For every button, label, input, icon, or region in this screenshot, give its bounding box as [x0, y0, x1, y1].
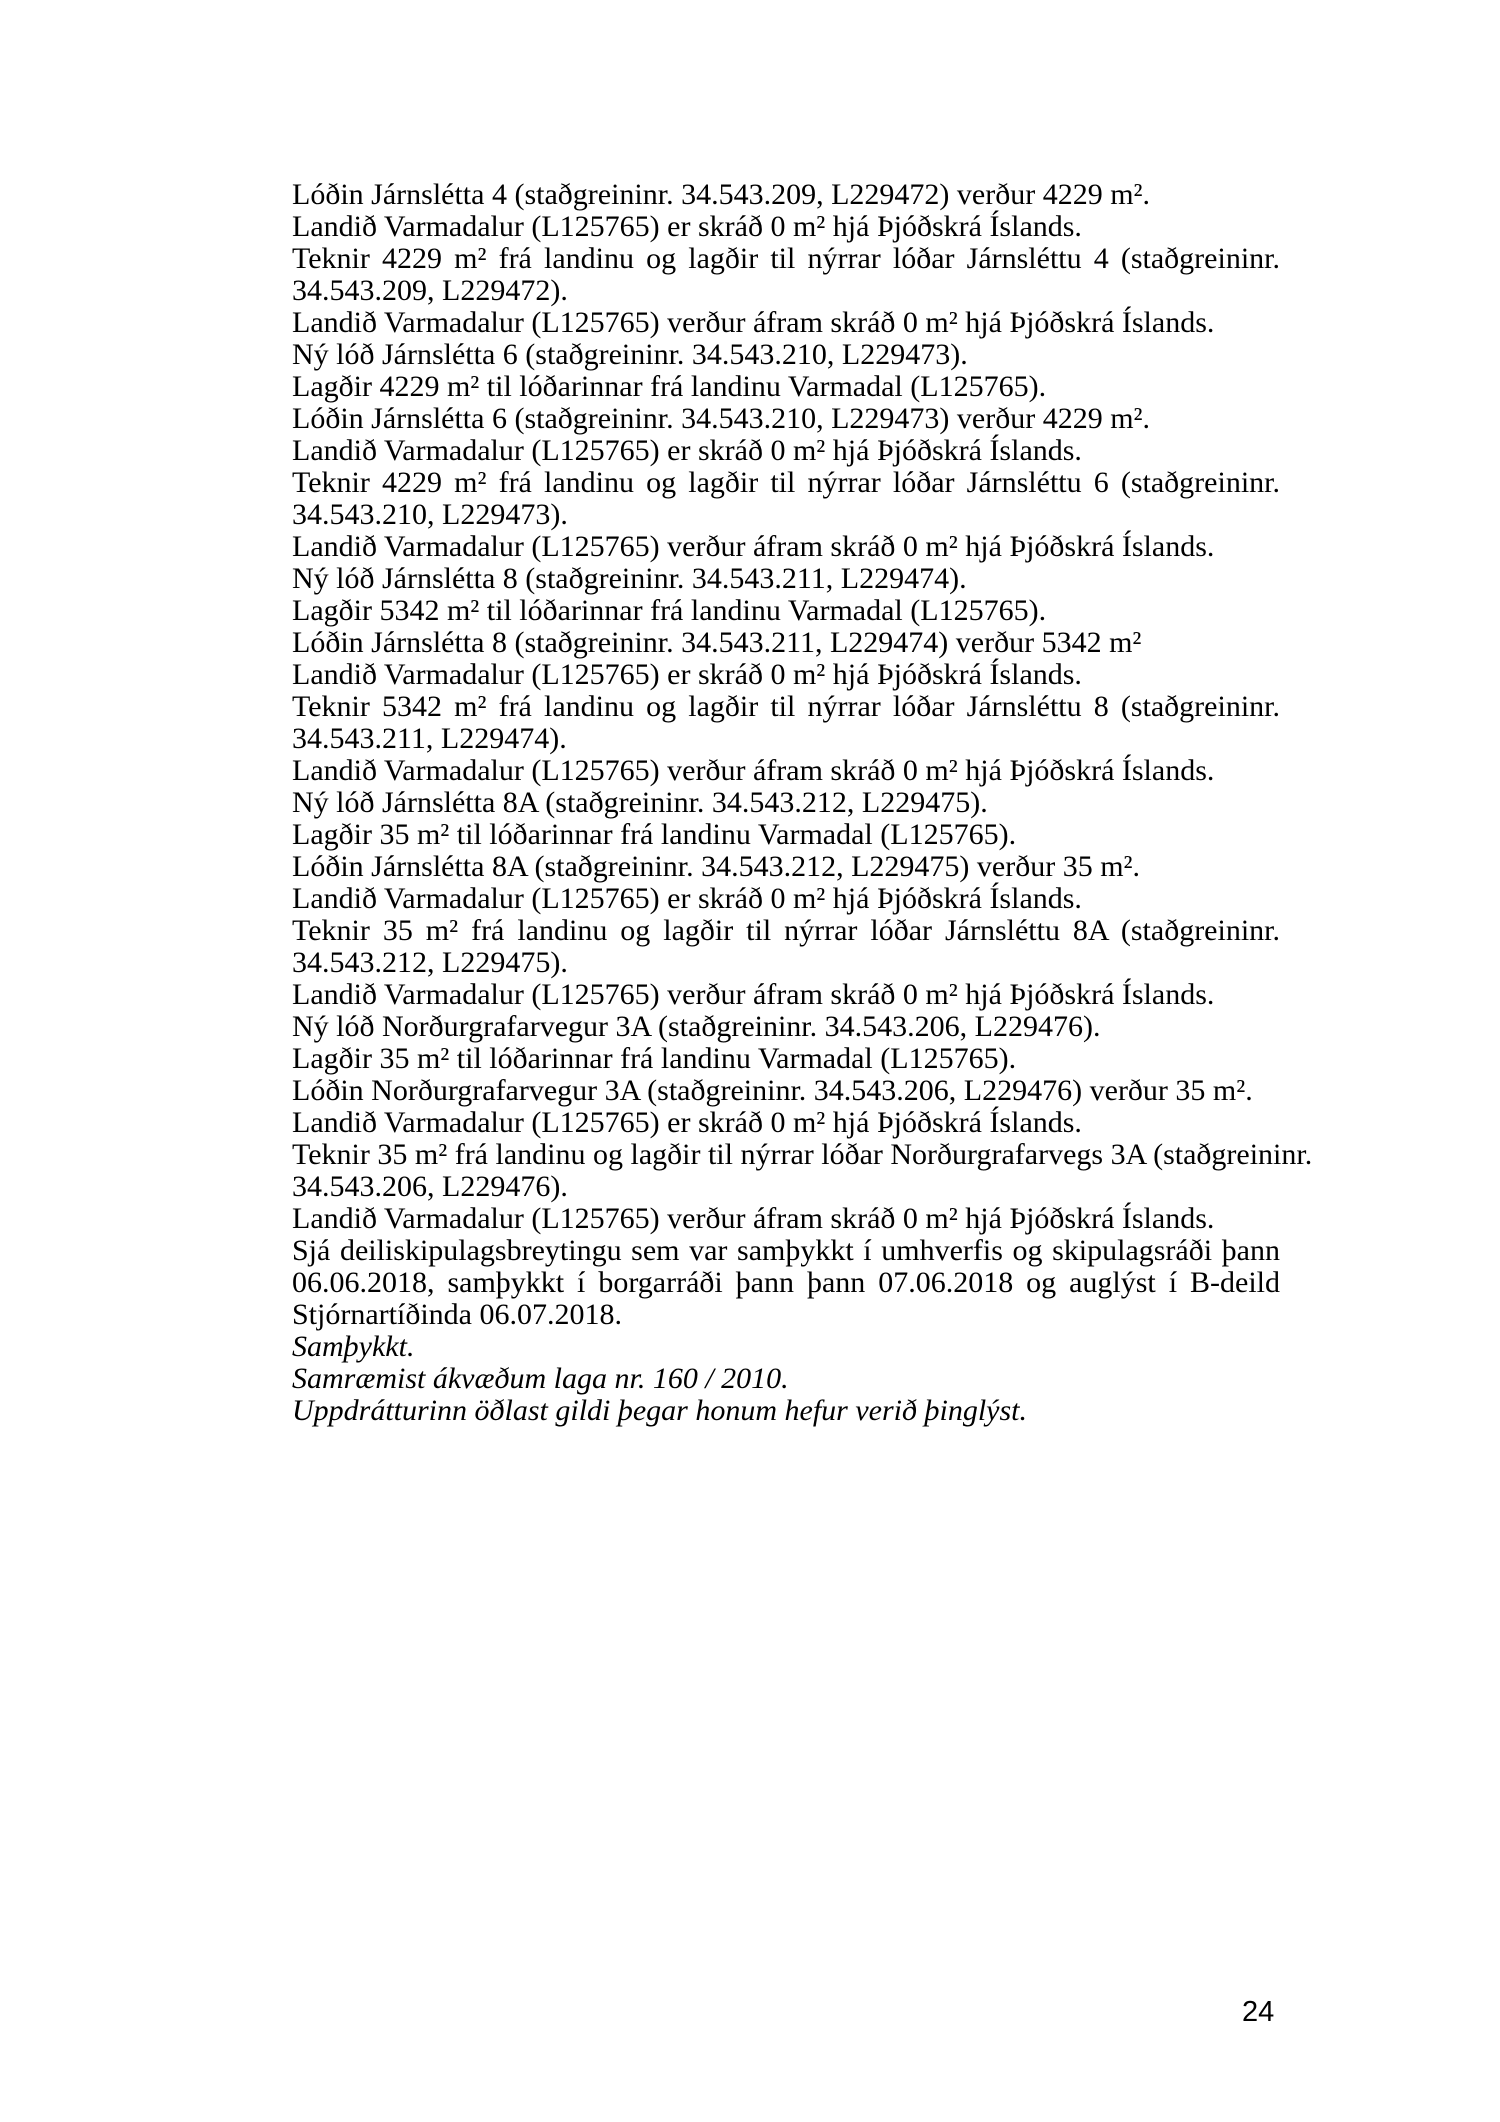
text-line: Landið Varmadalur (L125765) er skráð 0 m² hjá Þjóðskrá Íslands. [292, 1106, 1082, 1139]
text-line: Lagðir 35 m² til lóðarinnar frá landinu Varmadal (L125765). [292, 818, 1017, 851]
text-line: Teknir 35 m² frá landinu og lagðir til nýrrar lóðar Járnsléttu 8A (staðgreininr. [292, 914, 1280, 947]
text-line: Lagðir 4229 m² til lóðarinnar frá landinu Varmadal (L125765). [292, 370, 1047, 403]
text-line: Landið Varmadalur (L125765) verður áfram skráð 0 m² hjá Þjóðskrá Íslands. [292, 754, 1215, 787]
text-line: Ný lóð Járnslétta 8 (staðgreininr. 34.543.211, L229474). [292, 562, 967, 595]
page-number: 24 [1242, 1996, 1275, 2028]
text-line: Stjórnartíðinda 06.07.2018. [292, 1298, 622, 1331]
text-line: Lóðin Járnslétta 6 (staðgreininr. 34.543.210, L229473) verður 4229 m². [292, 402, 1151, 435]
text-line: Landið Varmadalur (L125765) verður áfram skráð 0 m² hjá Þjóðskrá Íslands. [292, 530, 1215, 563]
text-line: Lóðin Járnslétta 4 (staðgreininr. 34.543.209, L229472) verður 4229 m². [292, 178, 1151, 211]
text-line: Lagðir 5342 m² til lóðarinnar frá landinu Varmadal (L125765). [292, 594, 1047, 627]
text-line: Landið Varmadalur (L125765) er skráð 0 m² hjá Þjóðskrá Íslands. [292, 658, 1082, 691]
text-line: Uppdrátturinn öðlast gildi þegar honum hefur verið þinglýst. [292, 1394, 1027, 1427]
text-line: Ný lóð Járnslétta 8A (staðgreininr. 34.543.212, L229475). [292, 786, 988, 819]
text-line: 34.543.211, L229474). [292, 722, 567, 755]
text-line: Landið Varmadalur (L125765) verður áfram skráð 0 m² hjá Þjóðskrá Íslands. [292, 306, 1215, 339]
text-line: Sjá deiliskipulagsbreytingu sem var samþykkt í umhverfis og skipulagsráði þann [292, 1234, 1280, 1267]
text-line: 34.543.212, L229475). [292, 946, 568, 979]
text-line: Lóðin Járnslétta 8 (staðgreininr. 34.543.211, L229474) verður 5342 m² [292, 626, 1142, 659]
text-line: Samþykkt. [292, 1330, 415, 1363]
text-line: Teknir 4229 m² frá landinu og lagðir til nýrrar lóðar Járnsléttu 4 (staðgreininr. [292, 242, 1280, 275]
body-text [292, 178, 1313, 1427]
text-line: Teknir 35 m² frá landinu og lagðir til nýrrar lóðar Norðurgrafarvegs 3A (staðgreininr. [292, 1138, 1313, 1171]
text-line: Landið Varmadalur (L125765) verður áfram skráð 0 m² hjá Þjóðskrá Íslands. [292, 1202, 1215, 1235]
text-line: Landið Varmadalur (L125765) er skráð 0 m² hjá Þjóðskrá Íslands. [292, 434, 1082, 467]
text-line: 34.543.209, L229472). [292, 274, 568, 307]
text-line: 34.543.210, L229473). [292, 498, 568, 531]
text-line: Ný lóð Járnslétta 6 (staðgreininr. 34.543.210, L229473). [292, 338, 968, 371]
text-line: Lóðin Járnslétta 8A (staðgreininr. 34.543.212, L229475) verður 35 m². [292, 850, 1141, 883]
text-line: 34.543.206, L229476). [292, 1170, 568, 1203]
text-line: Landið Varmadalur (L125765) er skráð 0 m² hjá Þjóðskrá Íslands. [292, 210, 1082, 243]
text-line: 06.06.2018, samþykkt í borgarráði þann þann 07.06.2018 og auglýst í B-deild [292, 1266, 1280, 1299]
text-line: Teknir 5342 m² frá landinu og lagðir til nýrrar lóðar Járnsléttu 8 (staðgreininr. [292, 690, 1280, 723]
text-line: Landið Varmadalur (L125765) verður áfram skráð 0 m² hjá Þjóðskrá Íslands. [292, 978, 1215, 1011]
text-line: Lagðir 35 m² til lóðarinnar frá landinu Varmadal (L125765). [292, 1042, 1017, 1075]
text-line: Ný lóð Norðurgrafarvegur 3A (staðgreininr. 34.543.206, L229476). [292, 1010, 1101, 1043]
text-line: Teknir 4229 m² frá landinu og lagðir til nýrrar lóðar Járnsléttu 6 (staðgreininr. [292, 466, 1280, 499]
text-line: Lóðin Norðurgrafarvegur 3A (staðgreininr. 34.543.206, L229476) verður 35 m². [292, 1074, 1253, 1107]
text-line: Samræmist ákvæðum laga nr. 160 / 2010. [292, 1362, 789, 1395]
text-line: Landið Varmadalur (L125765) er skráð 0 m² hjá Þjóðskrá Íslands. [292, 882, 1082, 915]
